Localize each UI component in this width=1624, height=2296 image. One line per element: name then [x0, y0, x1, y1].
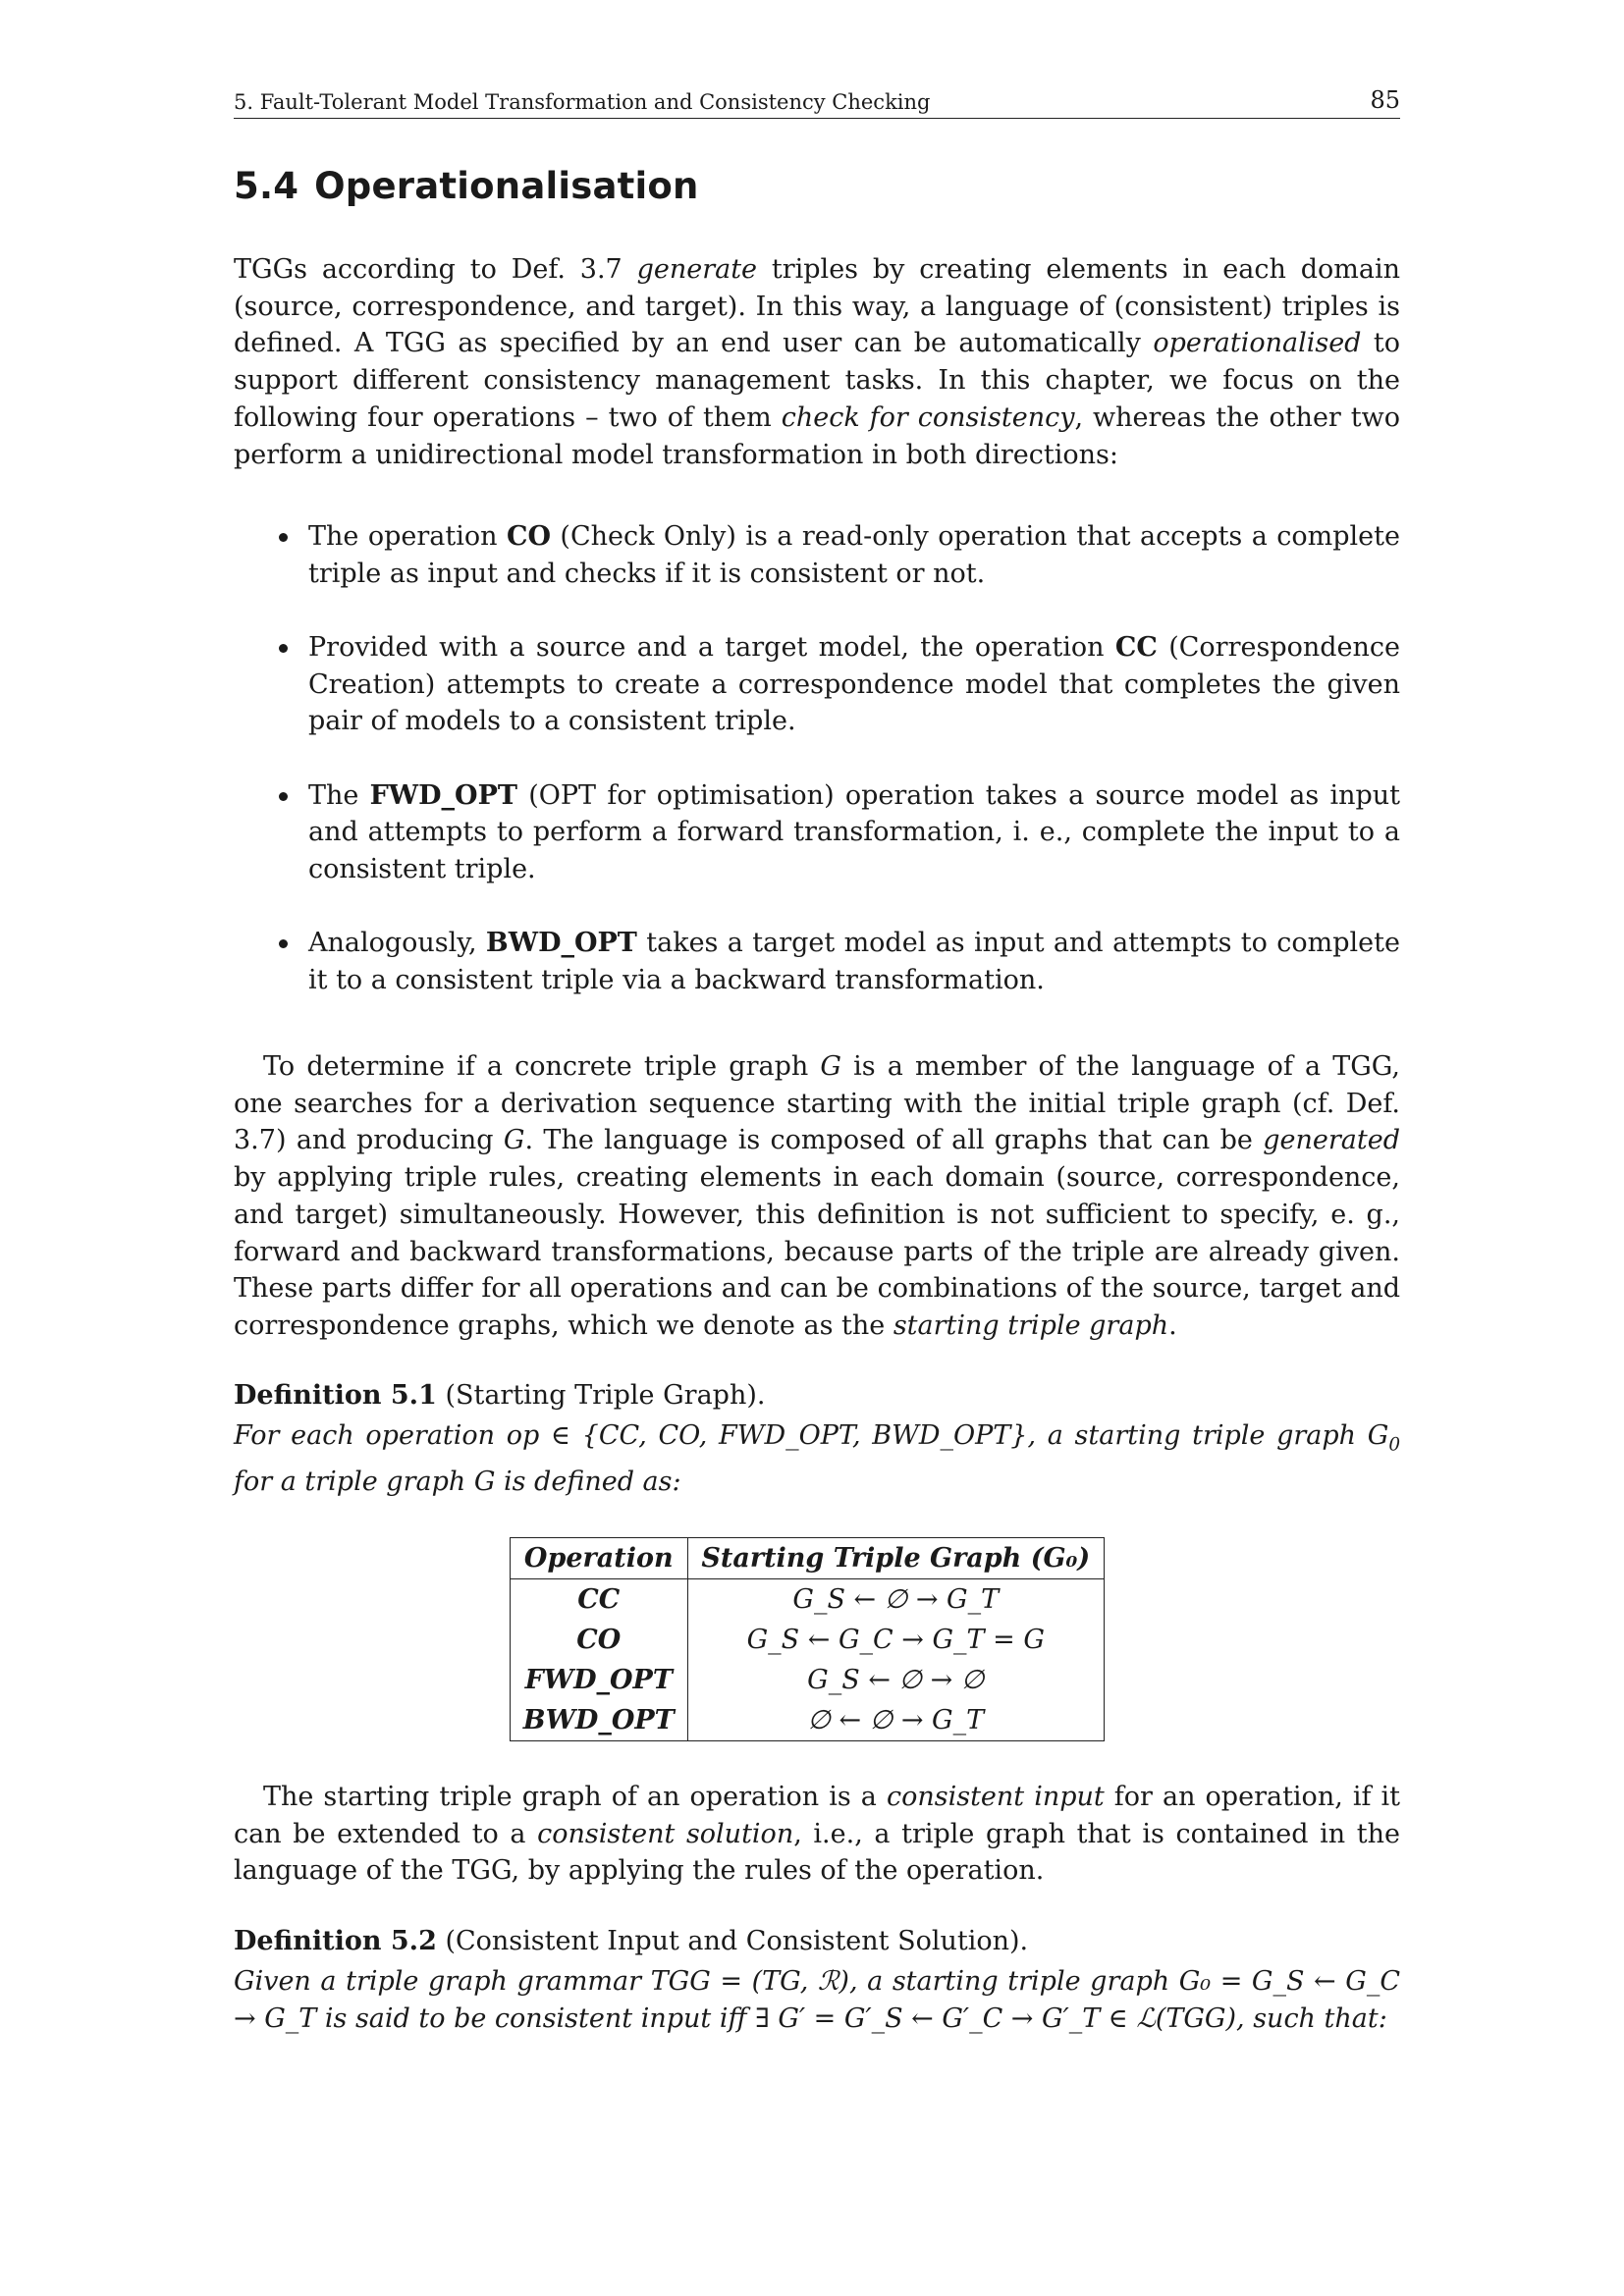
starting-triple-graph-table: [510, 1537, 1105, 1741]
section-title: Operationalisation: [314, 165, 699, 207]
definition-text: for a triple graph G is defined as:: [234, 1467, 681, 1498]
list-text: (OPT for optimisation) operation takes a source model as input and attempts to perform a forward transformation, i. e., complete the input to a consistent triple.: [308, 779, 1401, 884]
list-text: The: [308, 779, 370, 811]
list-item: [234, 518, 1400, 592]
list-text: (Correspondence Creation) attempts to create a correspondence model that completes the given pair of models to a consistent triple.: [308, 631, 1400, 737]
definition-text: For each operation op ∈ {CC, CO, FWD_OPT, BWD_OPT}, a starting triple graph G: [234, 1420, 1389, 1451]
table-row: [511, 1700, 1105, 1741]
table-row: [511, 1620, 1105, 1660]
running-header: [234, 86, 1400, 119]
definition-5-2-heading: [234, 1926, 1028, 1956]
definition-subscript: 0: [1388, 1434, 1400, 1456]
para-em: starting triple graph: [893, 1309, 1169, 1341]
para-em: generated: [1263, 1125, 1401, 1156]
para-em: consistent solution: [537, 1818, 794, 1849]
bullet-icon: [279, 533, 288, 542]
intro-text-3: to support different consistency management tasks. In this chapter, we focus on the following four operations – two of them: [234, 328, 1400, 433]
consistent-input-paragraph: [234, 1779, 1400, 1890]
para-text: The starting triple graph of an operation is a: [263, 1782, 887, 1812]
chapter-title: 5. Fault-Tolerant Model Transformation and Consistency Checking: [234, 90, 931, 114]
list-item-text: [308, 518, 1400, 592]
para-text: . The language is composed of all graphs that can be: [524, 1125, 1264, 1156]
intro-em-operationalised: operationalised: [1153, 328, 1362, 359]
definition-label: Definition 5.2: [234, 1926, 437, 1956]
list-item-text: [308, 777, 1400, 888]
definition-label: Definition 5.1: [234, 1380, 437, 1411]
intro-paragraph: [234, 251, 1400, 473]
intro-em-check: check for consistency: [781, 401, 1075, 433]
operation-name: FWD_OPT: [369, 779, 517, 811]
definition-name: (Starting Triple Graph).: [436, 1380, 766, 1411]
list-text: The operation: [308, 521, 507, 552]
list-item: [234, 925, 1400, 998]
section-heading: [234, 165, 699, 207]
operation-list: [234, 518, 1400, 1036]
operation-name: CC: [1114, 631, 1158, 663]
column-header-starting-graph: Starting Triple Graph (G₀): [687, 1538, 1104, 1579]
intro-text-1: TGGs according to Def. 3.7: [234, 254, 637, 285]
bullet-icon: [279, 792, 288, 801]
graph-cell: G_S ← ∅ → ∅: [687, 1660, 1104, 1700]
intro-em-generate: generate: [636, 254, 758, 285]
para-text: , i.e., a triple graph that is contained in the language of the TGG, by applying the rules of the operation.: [234, 1818, 1400, 1887]
list-text: Analogously,: [308, 928, 486, 959]
language-paragraph: [234, 1048, 1400, 1345]
intro-text-4: , whereas the other two perform a unidirectional model transformation in both directions:: [234, 401, 1401, 470]
math-g: G: [503, 1125, 525, 1156]
definition-name: (Consistent Input and Consistent Solution).: [436, 1926, 1029, 1956]
definition-5-1-body: [234, 1417, 1400, 1501]
operation-name: BWD_OPT: [485, 928, 637, 959]
para-text: for an operation, if it can be extended to a: [234, 1782, 1401, 1849]
graph-cell: ∅ ← ∅ → G_T: [687, 1700, 1104, 1741]
list-text: (Check Only) is a read-only operation that accepts a complete triple as input and checks if it is consistent or not.: [308, 521, 1400, 589]
bullet-icon: [279, 644, 288, 653]
definition-5-2-body: Given a triple graph grammar TGG = (TG, ℛ), a starting triple graph G₀ = G_S ← G_C → G_T is said to be consistent input iff ∃ G′ = G′_S ← G′_C → G′_T ∈ ℒ(TGG), such that:: [234, 1966, 1400, 2034]
operation-cell: CC: [511, 1579, 688, 1621]
list-item-text: [308, 925, 1400, 998]
list-item-text: [308, 629, 1400, 740]
list-text: takes a target model as input and attempts to complete it to a consistent triple via a backward transformation.: [308, 928, 1400, 995]
math-g: G: [820, 1051, 841, 1082]
graph-cell: G_S ← ∅ → G_T: [687, 1579, 1104, 1621]
page-number: 85: [1370, 86, 1400, 114]
operation-name: CO: [506, 521, 551, 552]
para-text: To determine if a concrete triple graph: [263, 1051, 821, 1082]
table-row: [511, 1660, 1105, 1700]
operation-cell: BWD_OPT: [511, 1700, 688, 1741]
list-item: [234, 777, 1400, 888]
operation-cell: CO: [511, 1620, 688, 1660]
section-number: 5.4: [234, 165, 299, 207]
column-header-operation: Operation: [511, 1538, 688, 1579]
table-row: [511, 1579, 1105, 1621]
graph-cell: G_S ← G_C → G_T = G: [687, 1620, 1104, 1660]
definition-5-1-heading: [234, 1380, 765, 1411]
para-text: by applying triple rules, creating elements in each domain (source, correspondence, and target) simultaneously. However, this definition is not sufficient to specify, e. g., forward and backward transformations, because parts of the triple are already given. These parts differ for all operations and can be combinations of the source, target and correspondence graphs, which we denote as the: [234, 1162, 1400, 1341]
list-item: [234, 629, 1400, 740]
list-text: Provided with a source and a target model, the operation: [308, 631, 1115, 663]
operation-cell: FWD_OPT: [511, 1660, 688, 1700]
intro-text-2: triples by creating elements in each domain (source, correspondence, and target). In this way, a language of (consistent) triples is defined. A TGG as specified by an end user can be automatically: [234, 254, 1400, 359]
para-em: consistent input: [886, 1782, 1105, 1812]
table-header-row: [511, 1538, 1105, 1579]
bullet-icon: [279, 939, 288, 948]
para-text: is a member of the language of a TGG, one searches for a derivation sequence starting with the initial triple graph (cf. Def. 3.7) and producing: [234, 1051, 1400, 1156]
para-text: .: [1168, 1309, 1177, 1341]
